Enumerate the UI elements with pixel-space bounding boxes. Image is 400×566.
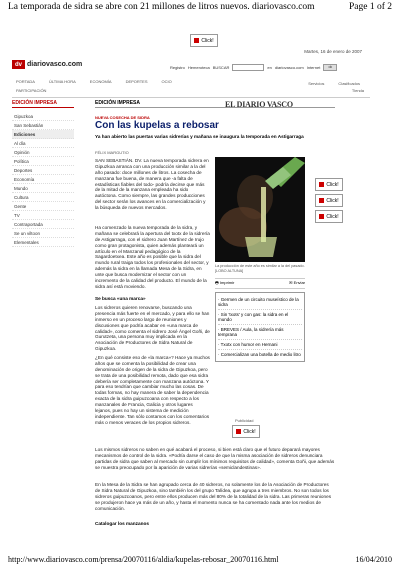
sidebar-item[interactable]: Deportes (12, 166, 74, 175)
sidebar-item[interactable]: Cultura (12, 193, 74, 202)
nav-participacion[interactable]: PARTICIPACIÓN (16, 88, 47, 93)
sidebar-item[interactable]: Gipuzkoa (12, 112, 74, 121)
logo-mark: dv (12, 60, 25, 69)
print-footer (8, 555, 392, 564)
search-in-label: en (267, 65, 272, 70)
nav-tienda[interactable]: Tienda (351, 88, 364, 93)
send-button[interactable]: ✉ Enviar (289, 280, 305, 285)
ad-banner[interactable]: Click! (315, 178, 343, 191)
nav-ultima-hora[interactable]: ÚLTIMA HORA (48, 79, 76, 84)
ad-banner[interactable]: Click! (315, 194, 343, 207)
printer-icon: 🖶 (215, 280, 219, 285)
article-subhead: Se busca «una marca» (95, 296, 146, 301)
article-byline: FÉLIX MARGUTIO (95, 150, 129, 155)
article-subhead: Catalogar los manzanos (95, 521, 149, 526)
sidebar-item[interactable]: TV (12, 211, 74, 220)
search-button[interactable]: ok (323, 64, 337, 71)
article-paragraph: Los mismos sidreros no saben en qué acabará el proceso, si bien está claro que el futuro deparará mayores mecanismos de control de la sidra. «Podría darse el caso de que la misma asociación de sidreros denunciara partidas de sidra que saben al mercado sin cumplir los mínimos requisitos de calidad», comenta Goñi, que además se muestra preocupado por la aparición de varias sidrerías «semiclandestinas». (95, 447, 335, 470)
nav-servicios[interactable]: Servicios (308, 81, 325, 86)
nav-clasificados[interactable]: Clasificados (338, 81, 360, 86)
nav-ocio[interactable]: OCIO (161, 79, 172, 84)
related-link[interactable]: · Txotx con humor en Hernani (218, 340, 302, 350)
sidebar-item[interactable]: Se un viltoon (12, 229, 74, 238)
sidebar-heading: EDICIÓN IMPRESA (12, 100, 74, 108)
article-paragraph: ¿En qué consiste eso de «la marca»? Hace ya muchos años que se comenta la posibilidad de crear una denominación de origen de la sidra de Gipuzkoa, pero se trata de una posibilidad remota, dado que esa sidra debería ser completamente con manzana autóctona. Y para eso tendrían que cambiar mucho las cosas. De todas formas, no hay manera de saber la dependencia exacta de la sidra guipuzcoana con respecto a los manzanales de Francia, Galicia y otros lugares lejanos, pues no hay un sistema de medición independiente. Tan sólo contamos con los comentarios más o menos veraces de los propios sidreros. (95, 355, 210, 425)
related-link[interactable]: · BREVES / Aula, la sidrería más temprana (218, 325, 302, 340)
sidebar-item[interactable]: Al día (12, 139, 74, 148)
article-paragraph: Los sidreros quieren renovarse, buscando una presencia más fuerte en el mercado, y para ello se han inmerso en un proceso largo de reuniones y discusiones que podría acabar en «una marca de calidad», como comenta el sidrero José Ángel Goñi, de Gurutzeta, una persona muy implicada en la Asociación de Productores de Sidra Natural de Gipuzkoa. (95, 305, 210, 352)
nav-deportes[interactable]: DEPORTES (125, 79, 148, 84)
logo-text: diariovasco.com (27, 61, 83, 68)
radio-internet[interactable]: Internet (306, 65, 321, 70)
nav-portada[interactable]: PORTADA (16, 79, 35, 84)
sidebar-item[interactable]: San Sebastián (12, 121, 74, 130)
site-logo[interactable] (12, 60, 82, 69)
sidra-bottle-illustration (215, 157, 305, 262)
print-date: 16/04/2010 (355, 555, 392, 564)
article-photo[interactable] (215, 157, 305, 262)
sidebar-item[interactable]: Mundo (12, 184, 74, 193)
article-subtitle: Ya han abierto las puertas varias sidrerías y mañana se inaugura la temporada en Astigarraga (95, 134, 304, 139)
related-link[interactable]: · Comercializan una botella de medio litro (218, 352, 301, 357)
broken-image-icon (319, 214, 324, 219)
envelope-icon: ✉ (289, 280, 293, 285)
top-bar (170, 64, 337, 71)
search-label: BUSCAR (212, 65, 230, 70)
radio-site[interactable]: diariovasco.com (274, 65, 304, 70)
advertising-label: Publicidad (235, 418, 254, 423)
related-link[interactable]: · Germen de un circuito museístico de la sidra (218, 295, 302, 310)
sidebar-item[interactable]: Economía (12, 175, 74, 184)
site-date: Martes, 16 de enero de 2007 (304, 49, 362, 54)
register-link[interactable]: Registro (170, 65, 185, 70)
sidebar-item[interactable]: Elementales (12, 238, 74, 247)
photo-caption: La producción de este año es similar a la del pasado. [LOBO ALTUNA] (215, 264, 305, 273)
print-button[interactable]: 🖶 Imprimir (215, 280, 235, 285)
ad-banner[interactable] (190, 34, 218, 47)
broken-image-icon (194, 38, 199, 43)
sidebar-item[interactable]: Política (12, 157, 74, 166)
ad-banner[interactable]: Click! (232, 425, 260, 438)
ad-banner[interactable]: Click! (315, 210, 343, 223)
sidebar-nav (12, 112, 74, 247)
sidebar-item[interactable]: Gente (12, 202, 74, 211)
sidebar-item[interactable]: Contraportada (12, 220, 74, 229)
print-header (8, 2, 392, 12)
main-nav (12, 79, 370, 98)
sidebar-item-active[interactable]: Ediciones (12, 130, 74, 139)
article-tools (215, 278, 305, 289)
broken-image-icon (319, 198, 324, 203)
related-link[interactable]: · Sin 'txots' y con gas: la sidra en el mundo (218, 310, 302, 325)
broken-image-icon (319, 182, 324, 187)
article-paragraph: SAN SEBASTIÁN. DV. La nueva temporada sidrera en Gipuzkoa arranca con una producción similar a la del año pasado: doce millones de litros. La cosecha de manzana fue buena, de manera que -a falta de estadísticas fiables del todo- podría decirse que más de la mitad de la manzana empleada ha sido autóctona. Como siempre, las grandes producciones del sector serán los avances en la comercialización y la búsqueda de nuevos mercados. (95, 158, 209, 210)
newspaper-brand: EL DIARIO VASCO (225, 100, 293, 109)
archive-link[interactable]: Hemeroteca (187, 65, 210, 70)
sidebar-item[interactable]: Opinión (12, 148, 74, 157)
article-title: Con las kupelas a rebosar (95, 120, 219, 131)
print-page-number: Page 1 of 2 (348, 2, 392, 12)
nav-economia[interactable]: ECONOMÍA (89, 79, 112, 84)
ad-label: Click! (201, 37, 214, 44)
article-section: NUEVA COSECHA DE SIDRA (95, 115, 150, 120)
print-title: La temporada de sidra se abre con 21 millones de litros nuevos. diariovasco.com (8, 2, 315, 12)
search-input[interactable] (232, 64, 264, 71)
print-url[interactable]: http://www.diariovasco.com/prensa/20070116/aldia/kupelas-rebosar_20070116.html (8, 555, 279, 564)
broken-image-icon (236, 429, 241, 434)
edition-heading: EDICIÓN IMPRESA (95, 100, 335, 108)
article-paragraph: Ha comenzado la nueva temporada de la sidra, y mañana se celebrará la apertura del txotx de la sidrería de Astigarraga, con el sidrero Juan Martínez de Irujo como gran protagonista, quien además planteará un artículo en el Manzanal pedagógico de la Sagardoetxea. Este año es posible que la sidra del mundo rural traiga todos los profesionales del sector, y además la sidra en la llamada Mesa de la Sidra, en unte que busca modernizar el sector con un incremento de la calidad del producto. El mundo de la sidra así está moviendo. (95, 225, 210, 289)
related-links (215, 292, 305, 362)
article-paragraph: En la Mesa de la Sidra se han agrupado cerca de 40 sidreros, no solamente los de la Asociación de Productores de Sidra Natural de Gipuzkoa, sino también los del grupo Talídea, que agrupa a tres miembros. No son todos los sidreros guipuzcoanos, pero entre ellos producen más del 80% de la totalidad de la sidra. Las primeras reuniones se produjeron hace ya más de un año, y hasta el momento nunca se ha comentado nada ante los medios de comunicación. (95, 482, 332, 511)
